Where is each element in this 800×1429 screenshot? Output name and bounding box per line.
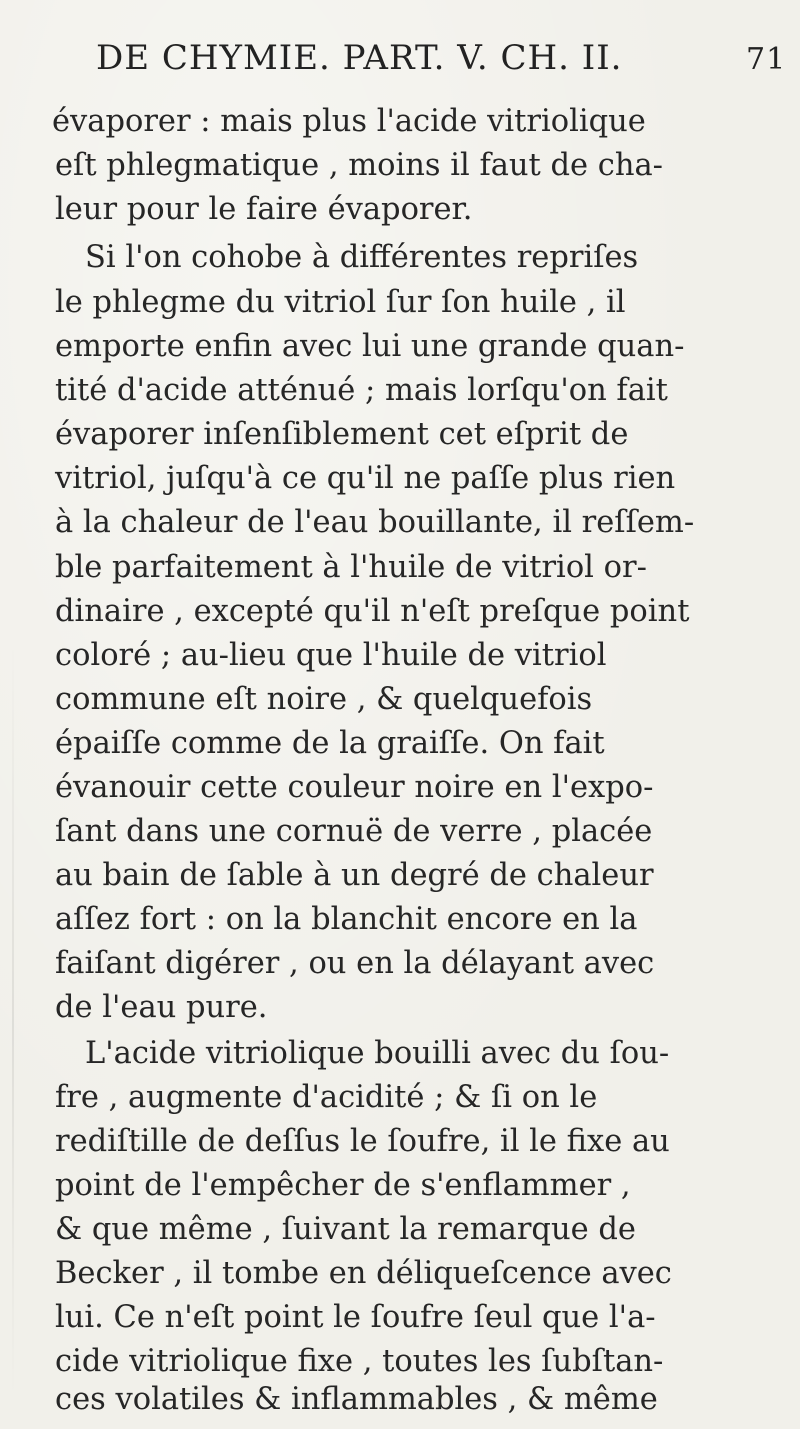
text-line: & que même , ſuivant la remarque de (55, 1212, 636, 1247)
text-line: évaporer : mais plus l'acide vitriolique (52, 104, 646, 139)
text-line: épaiſſe comme de la graiſſe. On fait (55, 726, 605, 761)
text-line: commune eſt noire , & quelquefois (55, 682, 593, 717)
text-line: à la chaleur de l'eau bouillante, il reſſem- (55, 505, 695, 540)
text-line: eſt phlegmatique , moins il faut de cha- (55, 148, 663, 183)
text-line: lui. Ce n'eſt point le ſoufre ſeul que l'a- (55, 1300, 656, 1335)
text-line: Si l'on cohobe à différentes repriſes (85, 240, 639, 275)
text-line: aſſez fort : on la blanchit encore en la (55, 902, 638, 937)
text-line: ces volatiles & inflammables , & même (55, 1382, 658, 1417)
text-line: de l'eau pure. (55, 990, 268, 1025)
scan-shadow (12, 640, 14, 1400)
text-line: Becker , il tombe en déliqueſcence avec (55, 1256, 672, 1291)
text-line: évaporer inſenſiblement cet eſprit de (55, 417, 629, 452)
text-line: leur pour le faire évaporer. (55, 192, 473, 227)
text-line: rediſtille de deſſus le ſoufre, il le fixe au (55, 1124, 670, 1159)
text-line: vitriol, juſqu'à ce qu'il ne paſſe plus rien (55, 461, 676, 496)
text-line: évanouir cette couleur noire en l'expo- (55, 770, 654, 805)
running-head: DE CHYMIE. PART. V. CH. II. (96, 38, 623, 78)
text-line: tité d'acide atténué ; mais lorſqu'on fait (55, 373, 668, 408)
text-line: point de l'empêcher de s'enflammer , (55, 1168, 631, 1203)
page-header (96, 38, 787, 98)
text-line: ſant dans une cornuë de verre , placée (55, 814, 653, 849)
text-line: fre , augmente d'acidité ; & ſi on le (55, 1080, 598, 1115)
text-line: L'acide vitriolique bouilli avec du ſou- (85, 1036, 670, 1071)
text-line: faiſant digérer , ou en la délayant avec (55, 946, 655, 981)
text-line: au bain de ſable à un degré de chaleur (55, 858, 654, 893)
text-line: emporte enfin avec lui une grande quan- (55, 329, 685, 364)
text-line: ble parfaitement à l'huile de vitriol or- (55, 550, 647, 585)
text-line: coloré ; au-lieu que l'huile de vitriol (55, 638, 607, 673)
text-line: le phlegme du vitriol ſur ſon huile , il (55, 285, 626, 320)
text-line: dinaire , excepté qu'il n'eſt preſque point (55, 594, 690, 629)
text-line: cide vitriolique fixe , toutes les ſubſtan- (55, 1344, 664, 1379)
page-number: 71 (746, 42, 787, 77)
